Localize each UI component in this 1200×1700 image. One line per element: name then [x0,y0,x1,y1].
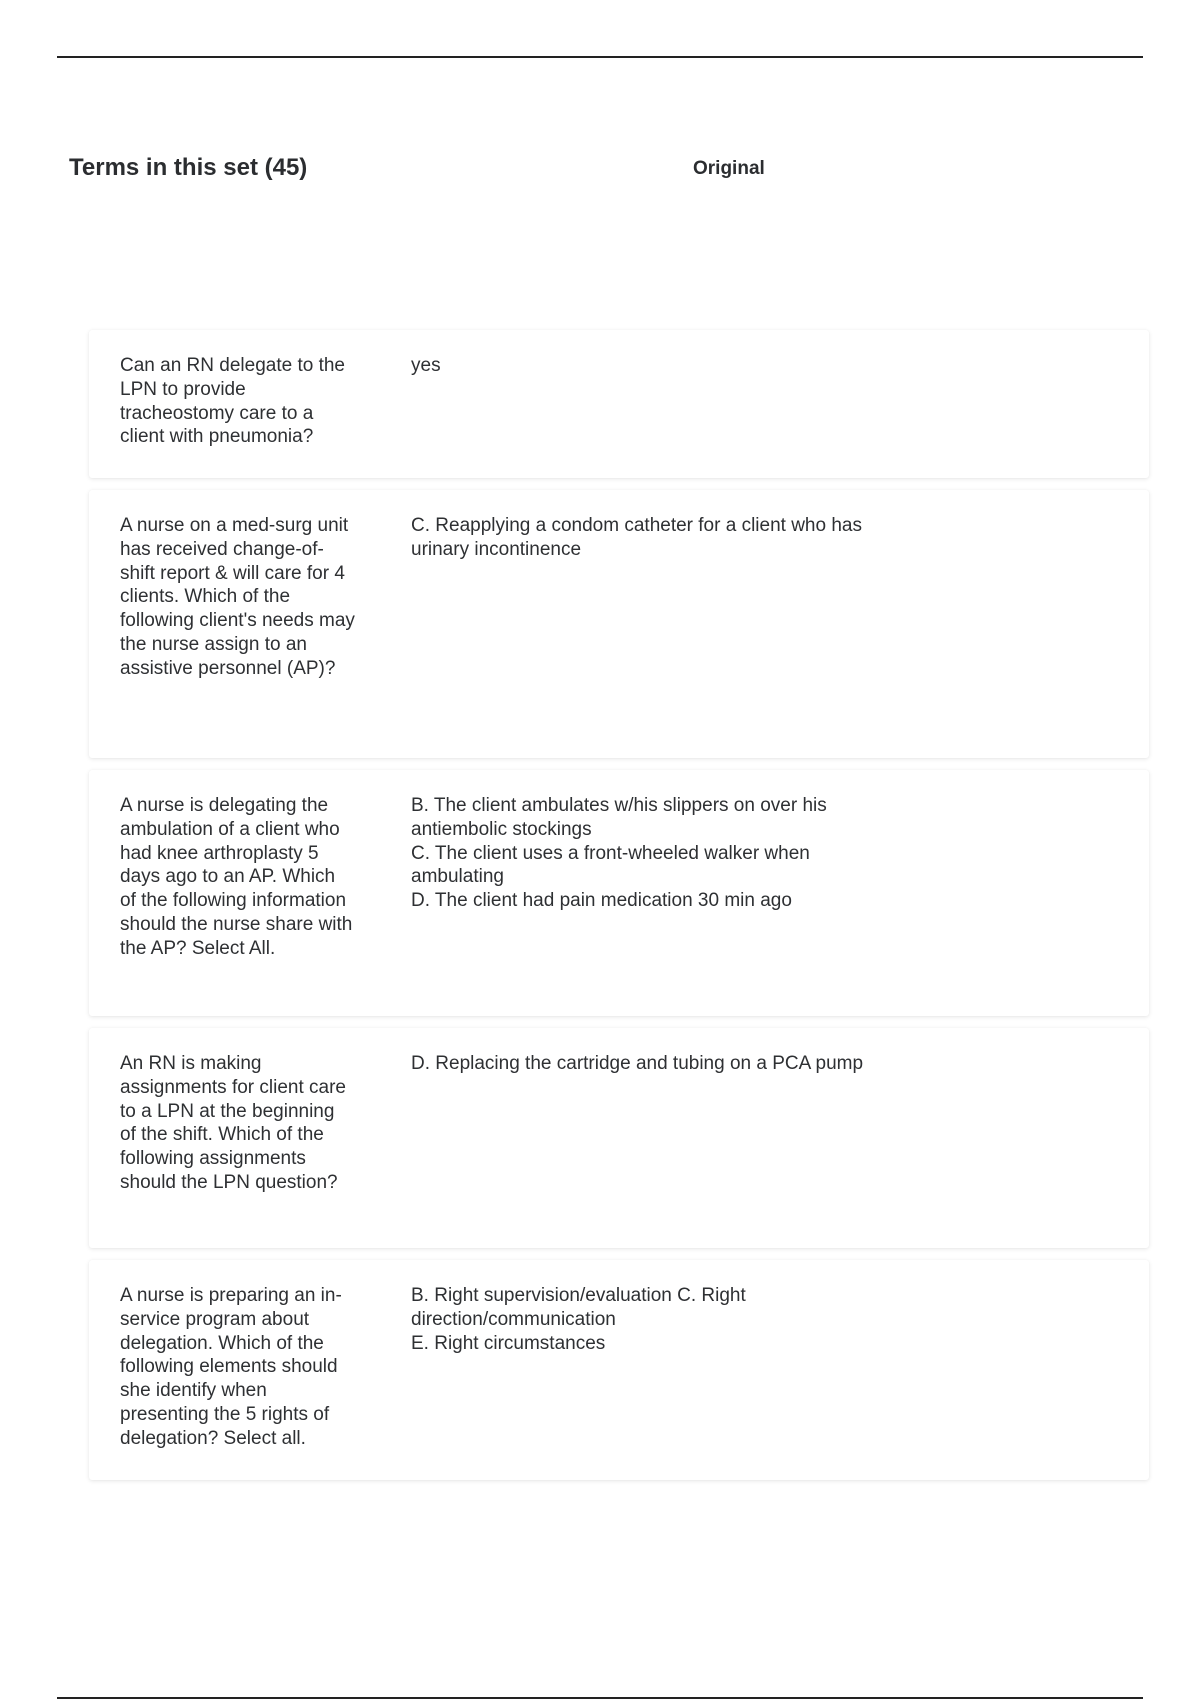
top-rule [57,56,1143,58]
set-title: Terms in this set (45) [69,154,308,181]
term-question: A nurse is delegating the ambulation of a client who had knee arthroplasty 5 days ago to an AP. Which of the following information should the nurse share with the AP? Select All. [120,795,353,959]
term-answer: C. Reapplying a condom catheter for a client who has urinary incontinence [411,515,862,560]
term-card [89,490,1149,758]
terms-list [89,330,1149,1492]
page-header [69,154,1143,194]
term-answer: D. Replacing the cartridge and tubing on a PCA pump [411,1053,864,1074]
term-card [89,1028,1149,1248]
term-card [89,1260,1149,1480]
term-answer: B. Right supervision/evaluation C. Right direction/communication E. Right circumstances [411,1285,746,1354]
term-card [89,330,1149,478]
term-question: A nurse on a med-surg unit has received change-of-shift report & will care for 4 clients. Which of the following client's needs may the nurse assign to an assistive personnel (AP)? [120,515,355,679]
bottom-rule [57,1697,1143,1699]
term-card [89,770,1149,1016]
term-question: Can an RN delegate to the LPN to provide tracheostomy care to a client with pneumonia? [120,355,345,448]
term-answer: B. The client ambulates w/his slippers on over his antiembolic stockings C. The client uses a front-wheeled walker when ambulating D. The client had pain medication 30 min ago [411,795,827,912]
term-answer: yes [411,355,441,376]
column-label-original: Original [693,158,765,179]
term-question: An RN is making assignments for client care to a LPN at the beginning of the shift. Which of the following assignments should the LPN question? [120,1053,346,1193]
term-question: A nurse is preparing an in-service program about delegation. Which of the following elements should she identify when presenting the 5 rights of delegation? Select all. [120,1285,342,1449]
